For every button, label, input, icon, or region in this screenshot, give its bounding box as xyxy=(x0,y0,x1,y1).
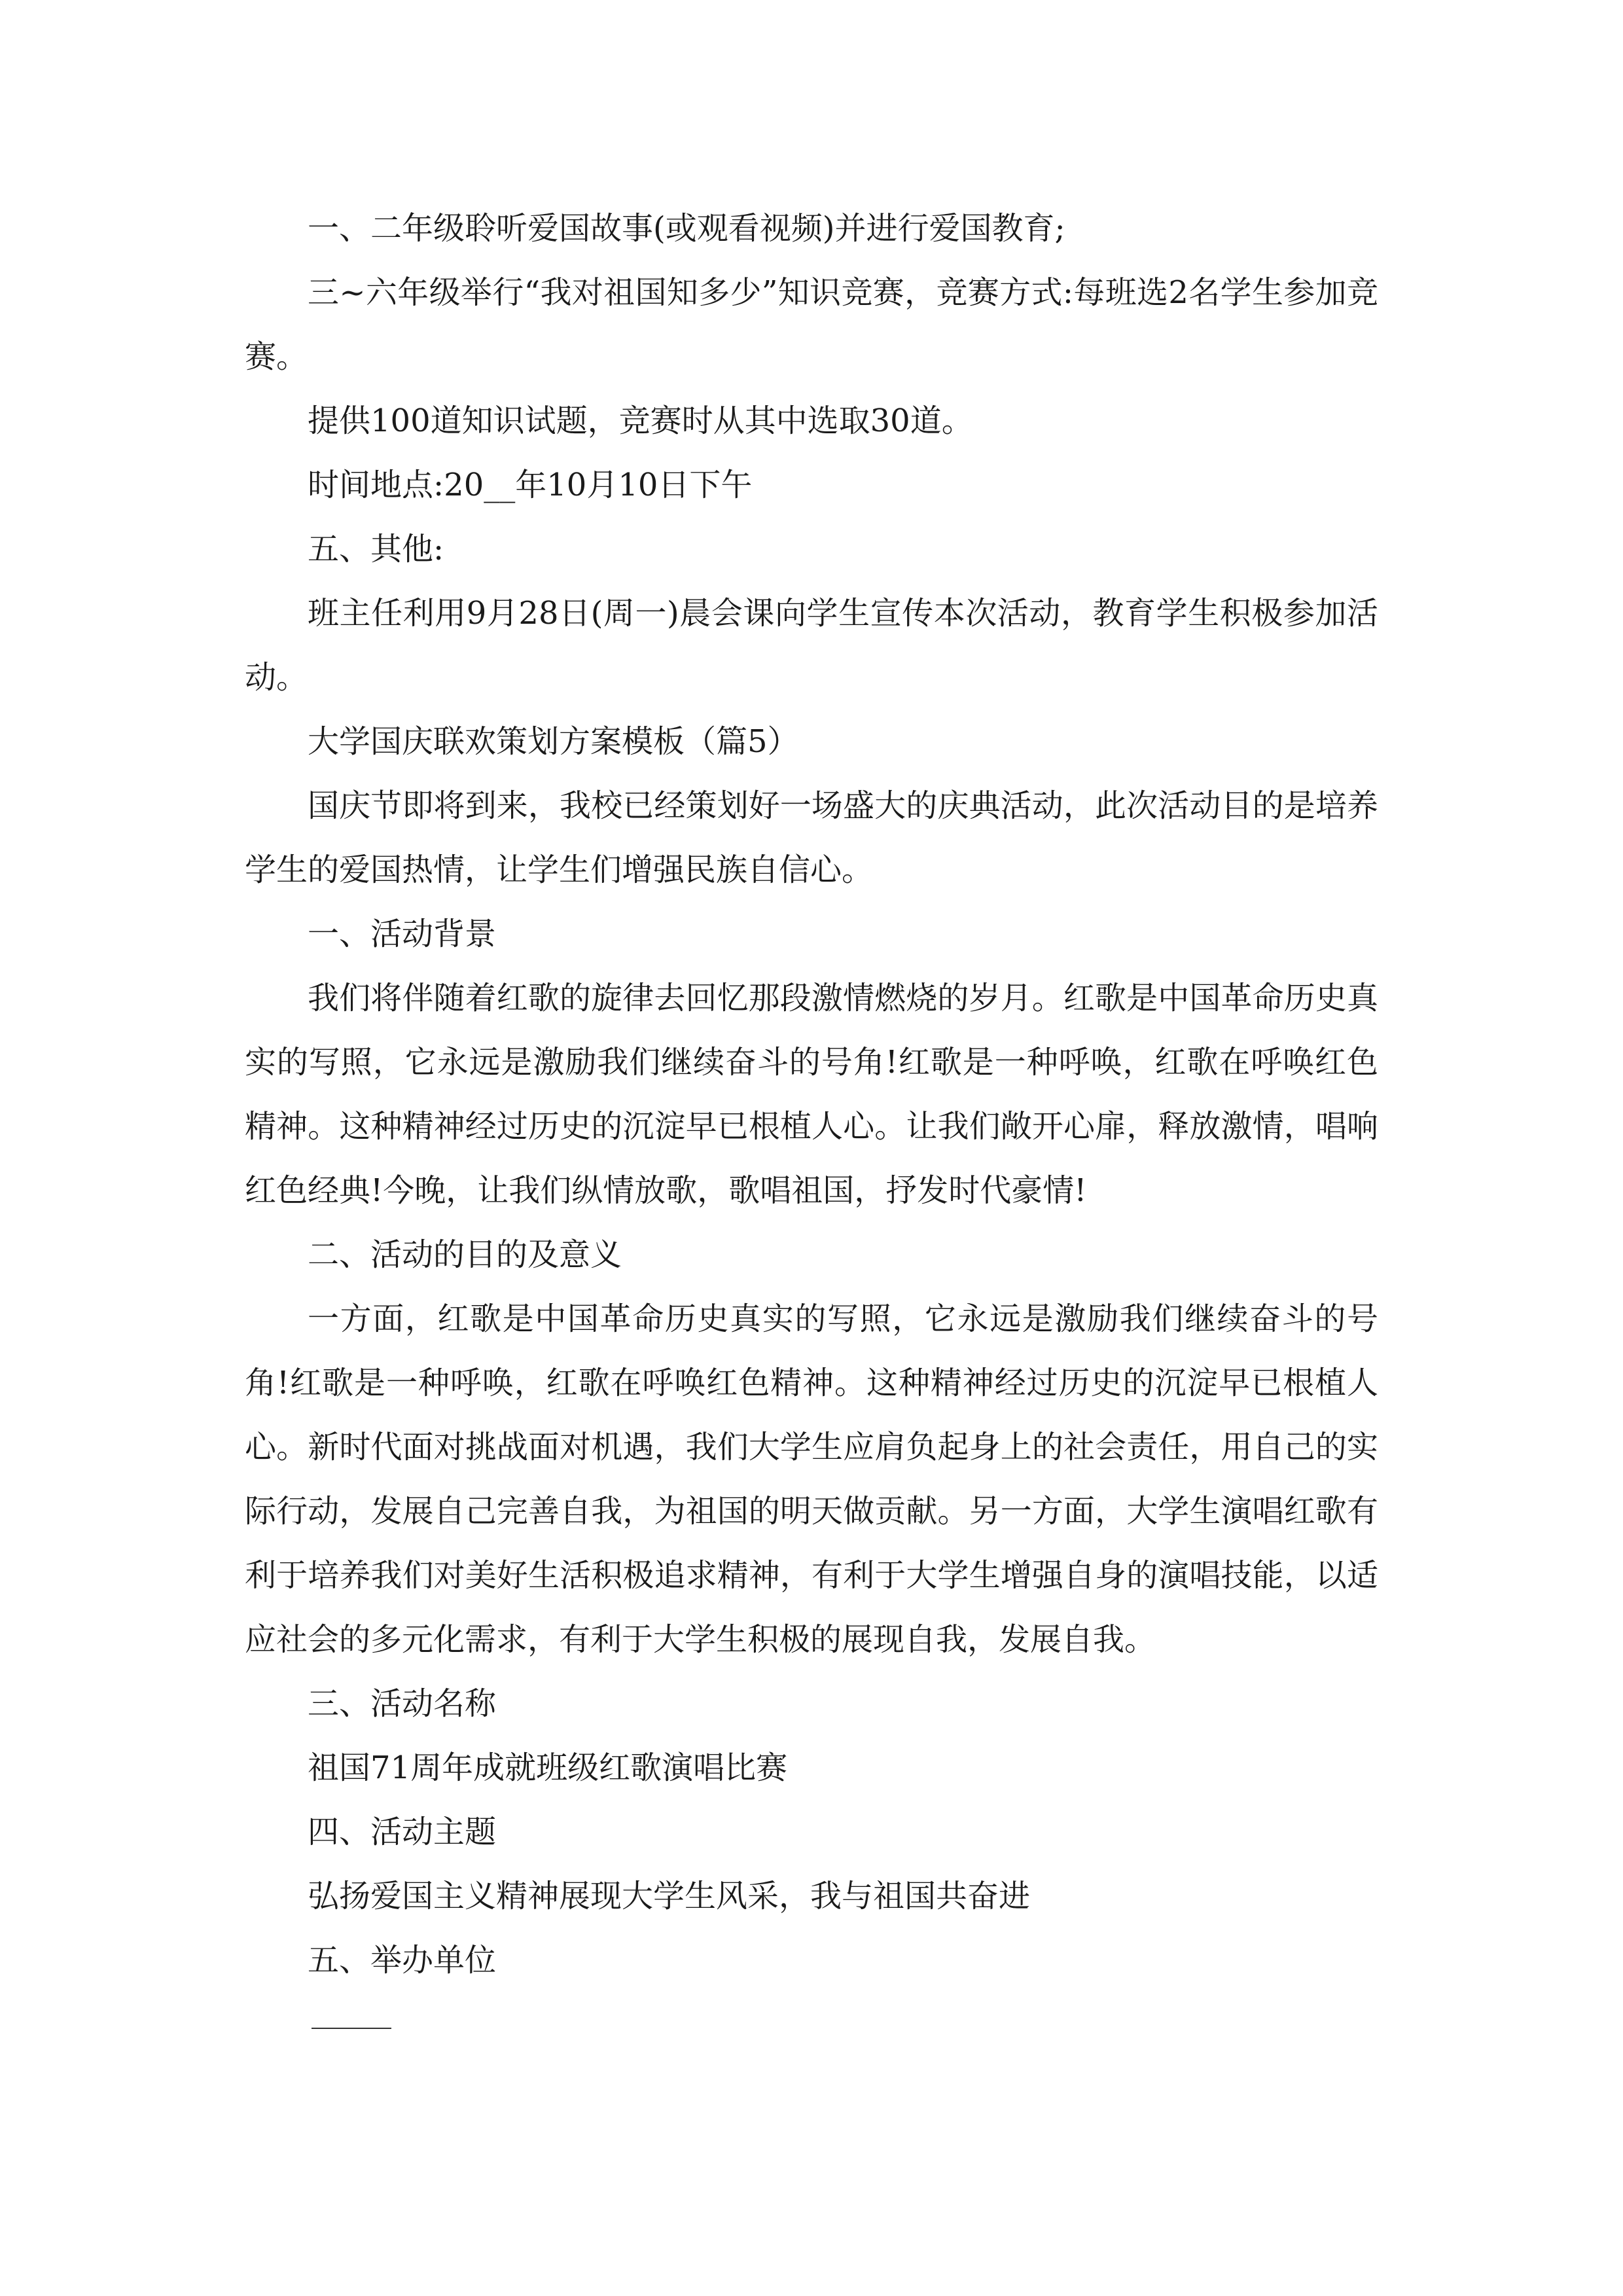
section-heading-organizer: 五、举办单位 xyxy=(308,1942,497,1979)
document-title-part-5: 大学国庆联欢策划方案模板（篇5） xyxy=(308,723,799,760)
paragraph-intro: 国庆节即将到来，我校已经策划好一场盛大的庆典活动，此次活动目的是培养学生的爱国热情，让学生们增强民族自信心。 xyxy=(245,787,1378,888)
document-body xyxy=(245,196,1378,1992)
section-heading-purpose: 二、活动的目的及意义 xyxy=(308,1236,622,1273)
page-end-rule xyxy=(312,2028,391,2029)
section-heading-theme: 四、活动主题 xyxy=(308,1814,497,1850)
paragraph-theme: 弘扬爱国主义精神展现大学生风采，我与祖国共奋进 xyxy=(308,1878,1031,1914)
section-heading-name: 三、活动名称 xyxy=(308,1685,497,1722)
paragraph-activity-name: 祖国71周年成就班级红歌演唱比赛 xyxy=(308,1749,788,1786)
section-heading-background: 一、活动背景 xyxy=(308,916,497,952)
section-heading-other: 五、其他: xyxy=(308,531,444,567)
paragraph-grade-1-2-activity: 一、二年级聆听爱国故事(或观看视频)并进行爱国教育; xyxy=(308,210,1065,247)
paragraph-purpose: 一方面，红歌是中国革命历史真实的写照，它永远是激励我们继续奋斗的号角!红歌是一种呼唤，红歌在呼唤红色精神。这种精神经过历史的沉淀早已根植人心。新时代面对挑战面对机遇，我们大学生应肩负起身上的社会责任，用自己的实际行动，发展自己完善自我，为祖国的明天做贡献。另一方面，大学生演唱红歌有利于培养我们对美好生活积极追求精神，有利于大学生增强自身的演唱技能，以适应社会的多元化需求，有利于大学生积极的展现自我，发展自我。 xyxy=(245,1300,1378,1658)
paragraph-quiz-questions: 提供100道知识试题，竞赛时从其中选取30道。 xyxy=(308,403,973,439)
paragraph-time-place: 时间地点:20__年10月10日下午 xyxy=(308,467,753,503)
paragraph-class-teacher: 班主任利用9月28日(周一)晨会课向学生宣传本次活动，教育学生积极参加活动。 xyxy=(245,595,1378,696)
paragraph-grade-3-6-quiz: 三~六年级举行“我对祖国知多少”知识竞赛，竞赛方式:每班选2名学生参加竞赛。 xyxy=(245,274,1378,375)
paragraph-background: 我们将伴随着红歌的旋律去回忆那段激情燃烧的岁月。红歌是中国革命历史真实的写照，它永远是激励我们继续奋斗的号角!红歌是一种呼唤，红歌在呼唤红色精神。这种精神经过历史的沉淀早已根植人心。让我们敞开心扉，释放激情，唱响红色经典!今晚，让我们纵情放歌，歌唱祖国，抒发时代豪情! xyxy=(245,980,1378,1209)
